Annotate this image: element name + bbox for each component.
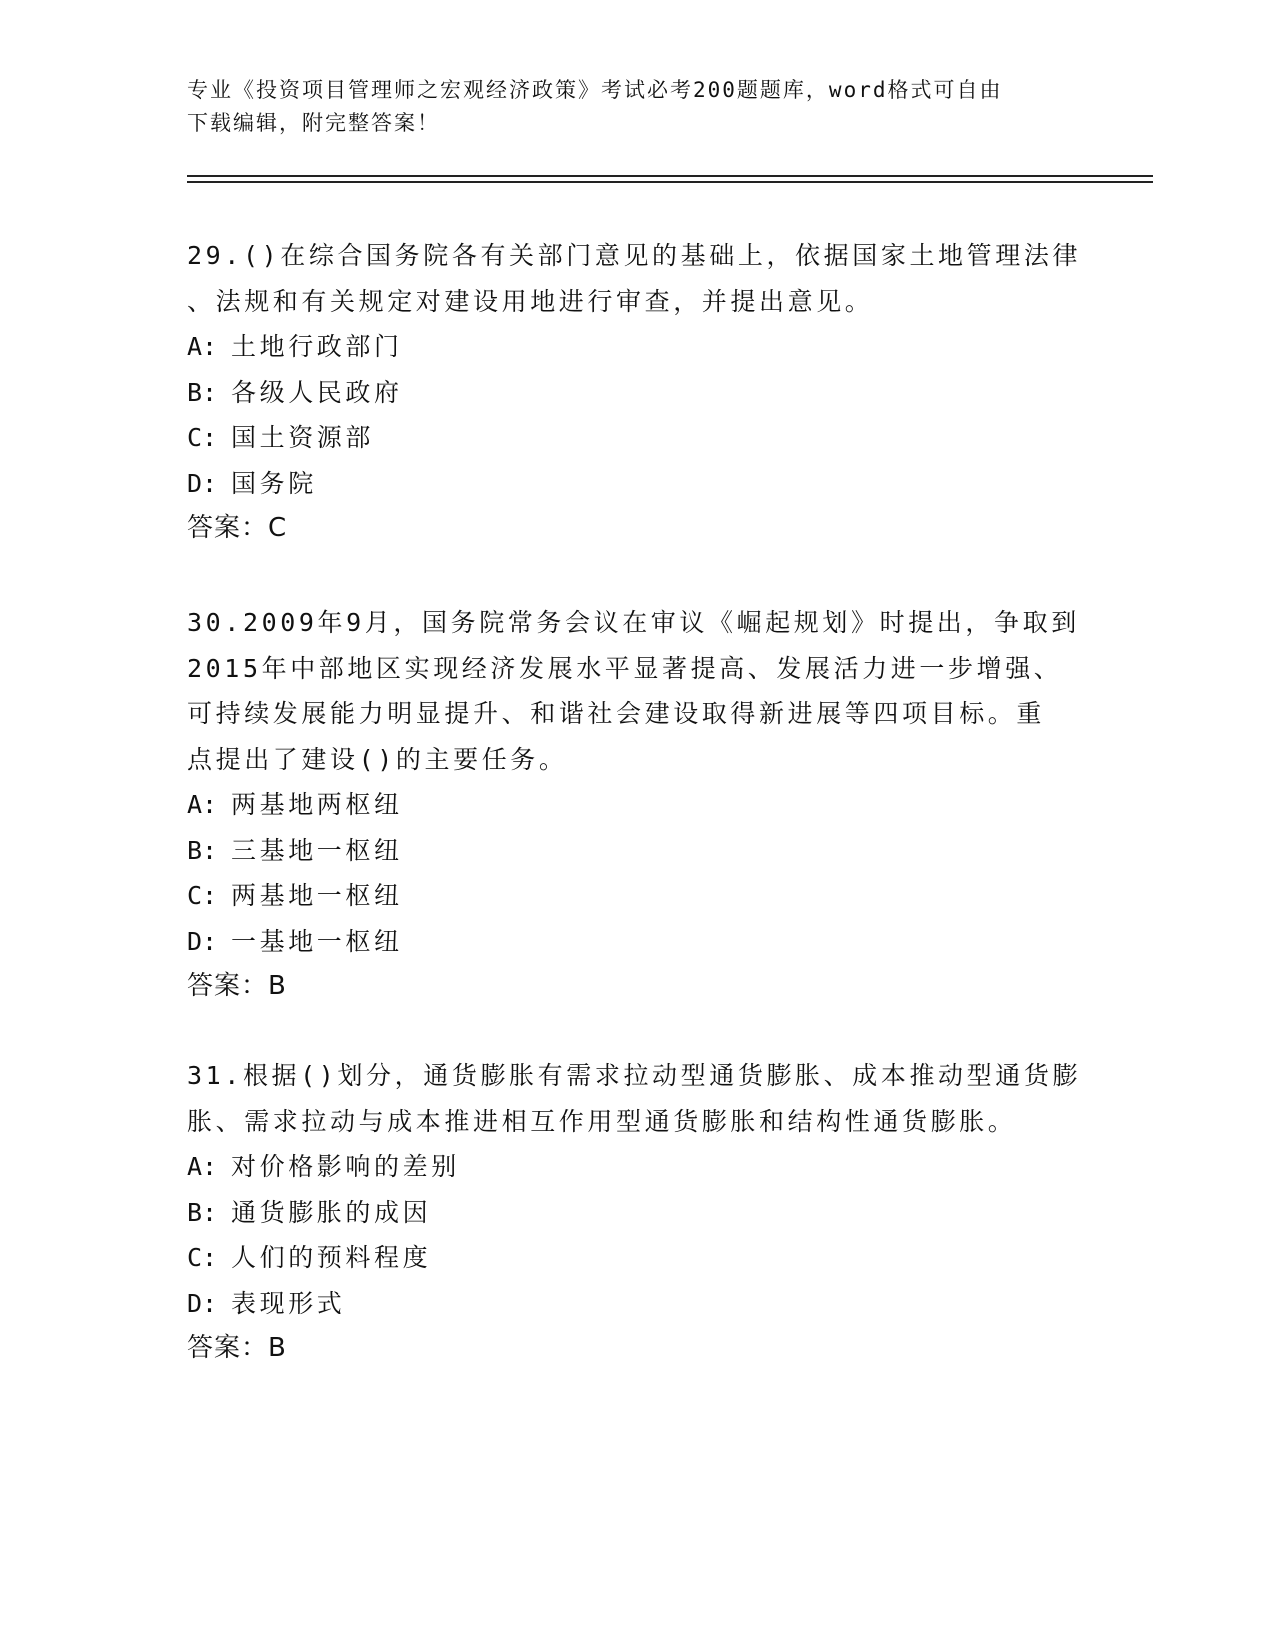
document-header [187, 74, 1067, 140]
question-30 [187, 600, 1087, 1010]
question-29 [187, 233, 1087, 552]
answer-line: 答案：B [187, 971, 287, 1001]
option-text: 对价格影响的差别 [231, 1152, 460, 1181]
header-divider-bottom [187, 181, 1153, 183]
option-d [187, 1281, 1087, 1327]
option-letter: C: [187, 881, 218, 910]
option-a [187, 782, 1087, 828]
option-text: 表现形式 [231, 1288, 346, 1318]
option-text: 人们的预料程度 [231, 1243, 432, 1272]
option-b [187, 828, 1087, 874]
option-d [187, 461, 1087, 507]
option-c [187, 415, 1087, 461]
question-text-line: 胀、需求拉动与成本推进相互作用型通货膨胀和结构性通货膨胀。 [187, 1106, 1017, 1136]
question-text-line: 可持续发展能力明显提升、和谐社会建设取得新进展等四项目标。重 [187, 699, 1046, 728]
header-line-2: 下载编辑，附完整答案！ [187, 111, 440, 135]
option-letter: B: [187, 377, 218, 407]
option-a [187, 1144, 1087, 1190]
option-letter: D: [187, 1288, 218, 1318]
option-text: 各级人民政府 [231, 377, 403, 407]
option-letter: C: [187, 1243, 218, 1272]
option-b [187, 1190, 1087, 1236]
question-text-line: 2015年中部地区实现经济发展水平显著提高、发展活力进一步增强、 [187, 653, 1063, 683]
option-letter: A: [187, 790, 218, 819]
option-text: 通货膨胀的成因 [231, 1197, 432, 1227]
question-text-line: 点提出了建设()的主要任务。 [187, 744, 568, 774]
option-text: 三基地一枢纽 [231, 835, 403, 865]
option-text: 国务院 [231, 468, 317, 498]
option-text: 国土资源部 [231, 423, 375, 452]
question-text-line: 29.()在综合国务院各有关部门意见的基础上，依据国家土地管理法律 [187, 241, 1082, 270]
option-d [187, 919, 1087, 965]
question-text-line: 30.2009年9月，国务院常务会议在审议《崛起规划》时提出，争取到 [187, 608, 1080, 637]
option-letter: D: [187, 926, 218, 956]
option-letter: A: [187, 1152, 218, 1181]
option-text: 一基地一枢纽 [231, 926, 403, 956]
option-text: 两基地一枢纽 [231, 881, 403, 910]
option-b [187, 370, 1087, 416]
option-c [187, 873, 1087, 919]
option-a [187, 324, 1087, 370]
question-31 [187, 1053, 1087, 1372]
option-letter: C: [187, 423, 218, 452]
option-letter: B: [187, 835, 218, 865]
question-text-line: 31.根据()划分，通货膨胀有需求拉动型通货膨胀、成本推动型通货膨 [187, 1061, 1082, 1090]
option-letter: B: [187, 1197, 218, 1227]
option-c [187, 1235, 1087, 1281]
option-letter: D: [187, 468, 218, 498]
question-text-line: 、法规和有关规定对建设用地进行审查，并提出意见。 [187, 286, 874, 316]
header-line-1: 专业《投资项目管理师之宏观经济政策》考试必考200题题库，word格式可自由 [187, 78, 1003, 102]
answer-line: 答案：B [187, 1333, 287, 1363]
option-letter: A: [187, 332, 218, 361]
header-divider-top [187, 175, 1153, 177]
answer-line: 答案：C [187, 513, 288, 543]
option-text: 两基地两枢纽 [231, 790, 403, 819]
option-text: 土地行政部门 [231, 332, 403, 361]
